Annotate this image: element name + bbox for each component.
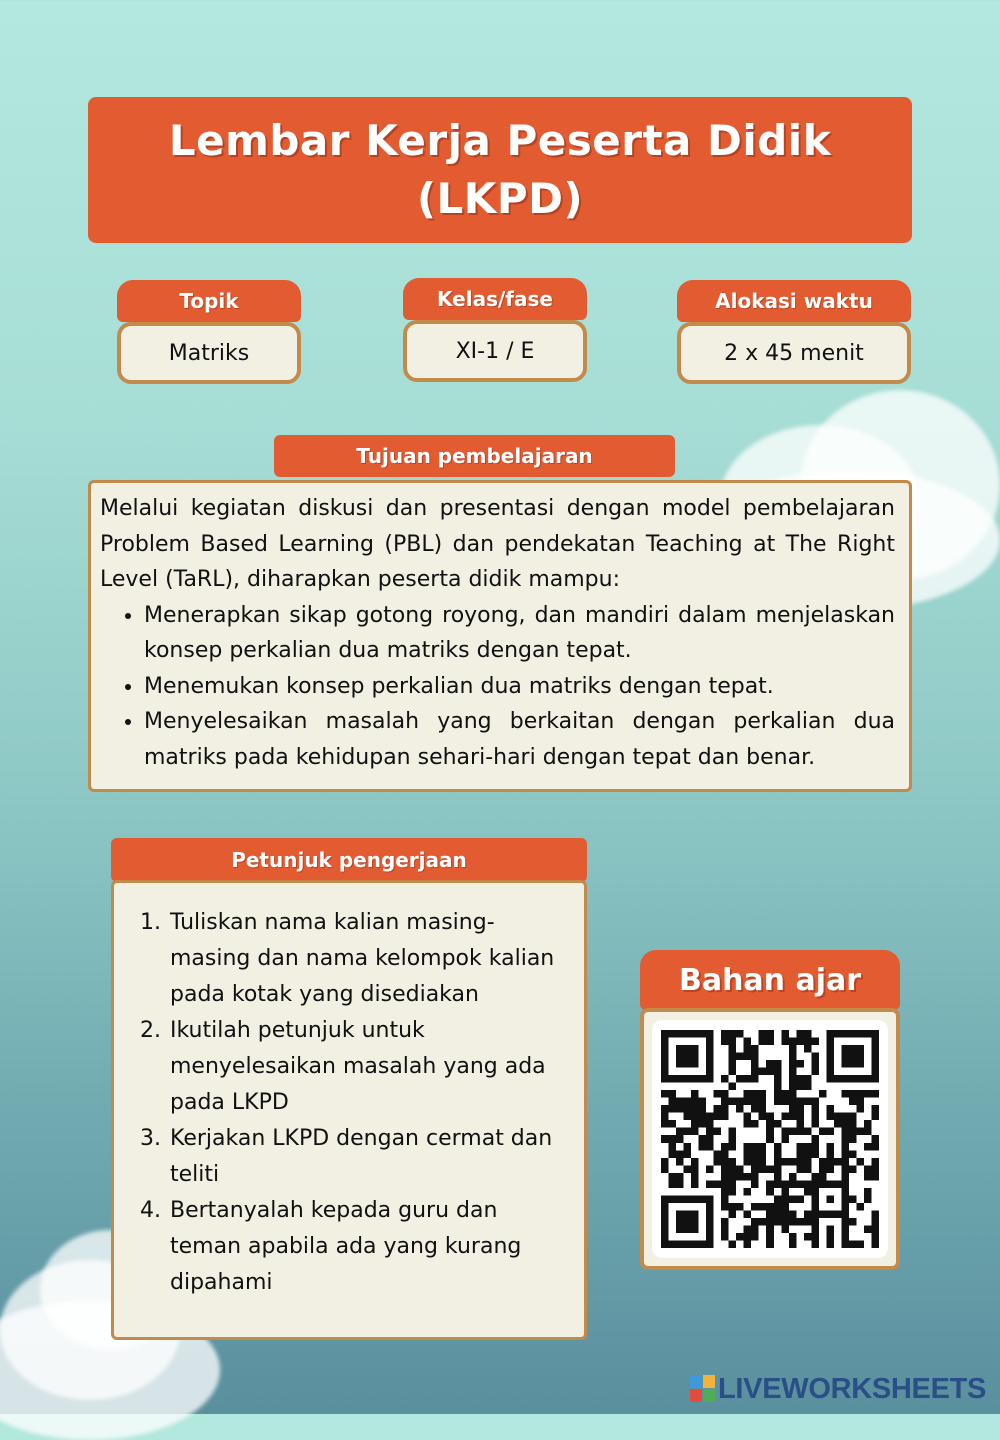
bahan-ajar-label: Bahan ajar — [640, 950, 900, 1010]
tujuan-list — [100, 598, 895, 776]
title-banner — [88, 97, 912, 243]
alokasi-value: 2 x 45 menit — [677, 322, 911, 384]
petunjuk-label: Petunjuk pengerjaan — [111, 838, 587, 882]
tujuan-box — [88, 480, 912, 792]
page-title — [160, 112, 840, 228]
tujuan-label: Tujuan pembelajaran — [274, 435, 675, 477]
liveworksheets-logo-icon — [690, 1375, 716, 1403]
petunjuk-box — [111, 880, 587, 1340]
list-item: 4. Bertanyalah kepada guru dan teman apabila ada yang kurang dipahami — [168, 1193, 568, 1301]
list-item: • Menemukan konsep perkalian dua matriks dengan tepat. — [144, 669, 895, 705]
kelas-label: Kelas/fase — [403, 278, 587, 320]
petunjuk-list — [144, 905, 568, 1301]
list-item: • Menyelesaikan masalah yang berkaitan dengan perkalian dua matriks pada kehidupan sehari-hari dengan tepat dan benar. — [144, 704, 895, 775]
list-item: • Menerapkan sikap gotong royong, dan mandiri dalam menjelaskan konsep perkalian dua matriks dengan tepat. — [144, 598, 895, 669]
qr-code-icon[interactable] — [661, 1030, 879, 1248]
list-item: 2. Ikutilah petunjuk untuk menyelesaikan masalah yang ada pada LKPD — [168, 1013, 568, 1121]
title-line-2: (LKPD) — [416, 174, 584, 223]
watermark-text: LIVEWORKSHEETS — [718, 1372, 987, 1405]
topik-value: Matriks — [117, 322, 301, 384]
list-item: 3. Kerjakan LKPD dengan cermat dan teliti — [168, 1121, 568, 1193]
kelas-value: XI-1 / E — [403, 320, 587, 382]
topik-label: Topik — [117, 280, 301, 322]
title-line-1: Lembar Kerja Peserta Didik — [168, 116, 832, 165]
list-item: 1. Tuliskan nama kalian masing-masing dan nama kelompok kalian pada kotak yang disediakan — [168, 905, 568, 1013]
qr-frame — [640, 1008, 900, 1270]
liveworksheets-watermark — [690, 1372, 986, 1406]
alokasi-label: Alokasi waktu — [677, 280, 911, 322]
tujuan-intro: Melalui kegiatan diskusi dan presentasi dengan model pembelajaran Problem Based Learning (PBL) dan pendekatan Teaching at The Right Level (TaRL), diharapkan peserta didik mampu: — [100, 496, 895, 592]
